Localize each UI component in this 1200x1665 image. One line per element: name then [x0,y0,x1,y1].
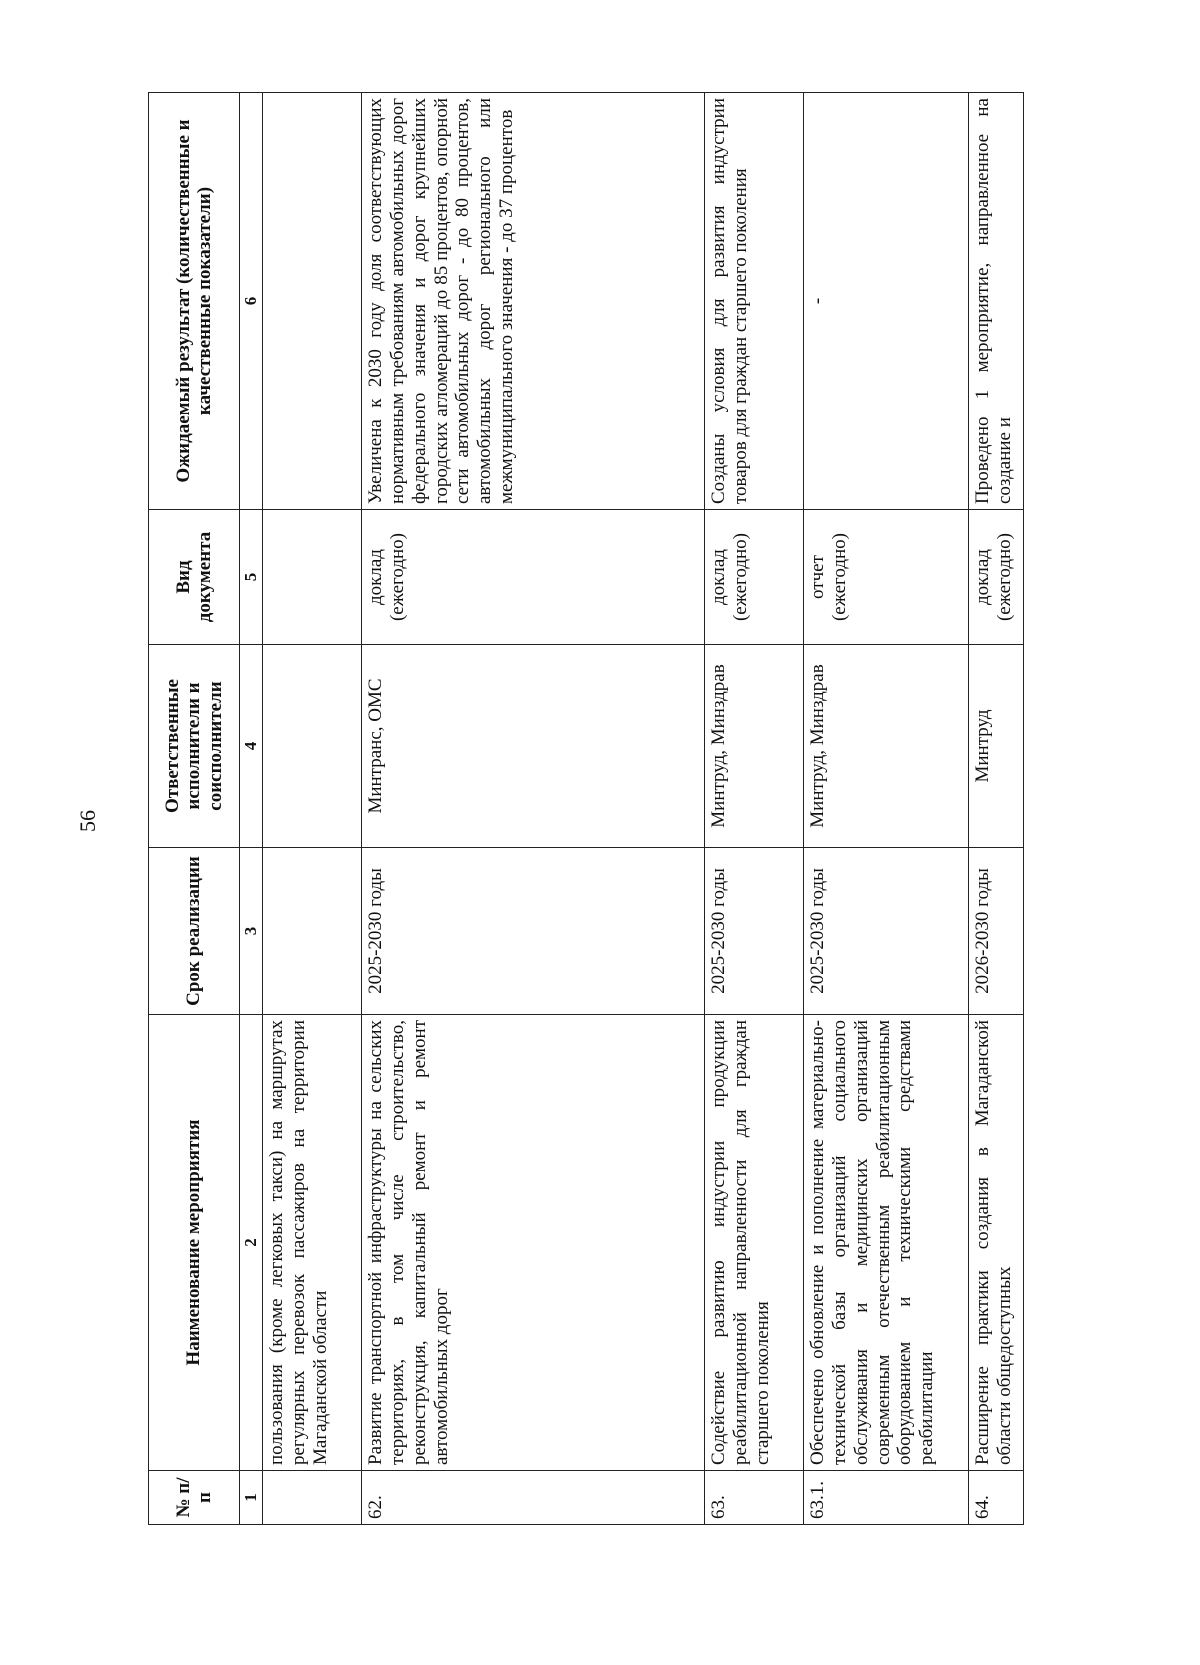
responsible-executors [263,645,362,848]
page-number: 56 [75,810,100,832]
implementation-term: 2025-2030 годы [705,848,804,1015]
implementation-term [263,848,362,1015]
measure-name: пользования (кроме легковых такси) на маршрутах регулярных перевозок пассажиров на территории Магаданской области [263,1015,362,1471]
row-number: 64. [969,1471,1024,1525]
column-number: 1 [240,1471,263,1525]
document-type [263,510,362,645]
column-number: 4 [240,645,263,848]
table-row [263,93,362,1525]
row-number [263,1471,362,1525]
document-type: доклад (ежегодно) [969,510,1024,645]
document-type: доклад (ежегодно) [705,510,804,645]
document-type: доклад (ежегодно) [362,510,705,645]
implementation-term: 2026-2030 годы [969,848,1024,1015]
column-number: 5 [240,510,263,645]
header-number: № п/п [149,1471,240,1525]
row-number: 63.1. [804,1471,969,1525]
measure-name: Расширение практики создания в Магаданской области общедоступных [969,1015,1024,1471]
expected-result: Созданы условия для развития индустрии товаров для граждан старшего поколения [705,93,804,510]
row-number: 62. [362,1471,705,1525]
table-header-row [149,93,240,1525]
table-row [362,93,705,1525]
table-row [969,93,1024,1525]
measure-name: Обеспечено обновление и пополнение материально-технической базы организаций социального обслуживания и медицинских организаций современным отечественным реабилитационным оборудованием и техническими средствами реабилитации [804,1015,969,1471]
column-number-row [240,93,263,1525]
header-executors: Ответственные исполнители и соисполнители [149,645,240,848]
responsible-executors: Минтруд, Минздрав [705,645,804,848]
responsible-executors: Минтруд, Минздрав [804,645,969,848]
header-expected-result: Ожидаемый результат (количественные и качественные показатели) [149,93,240,510]
header-document-type: Вид документа [149,510,240,645]
expected-result: - [804,93,969,510]
table-row [705,93,804,1525]
implementation-term: 2025-2030 годы [362,848,705,1015]
responsible-executors: Минтранс, ОМС [362,645,705,848]
table-row [804,93,969,1525]
header-term: Срок реализации [149,848,240,1015]
header-measure-name: Наименование мероприятия [149,1015,240,1471]
implementation-term: 2025-2030 годы [804,848,969,1015]
row-number: 63. [705,1471,804,1525]
measure-name: Содействие развитию индустрии продукции реабилитационной направленности для граждан старшего поколения [705,1015,804,1471]
measure-name: Развитие транспортной инфраструктуры на сельских территориях, в том числе строительство, реконструкция, капитальный ремонт и ремонт автомобильных дорог [362,1015,705,1471]
column-number: 3 [240,848,263,1015]
measures-table [148,92,1024,1525]
expected-result: Увеличена к 2030 году доля соответствующих нормативным требованиям автомобильных дорог федерального значения и дорог крупнейших городских агломераций до 85 процентов, опорной сети автомобильных дорог - до 80 процентов, автомобильных дорог регионального или межмуниципального значения - до 37 процентов [362,93,705,510]
expected-result [263,93,362,510]
responsible-executors: Минтруд [969,645,1024,848]
column-number: 6 [240,93,263,510]
document-type: отчет (ежегодно) [804,510,969,645]
column-number: 2 [240,1015,263,1471]
expected-result: Проведено 1 мероприятие, направленное на создание и [969,93,1024,510]
rotated-table-container [148,93,1068,1525]
